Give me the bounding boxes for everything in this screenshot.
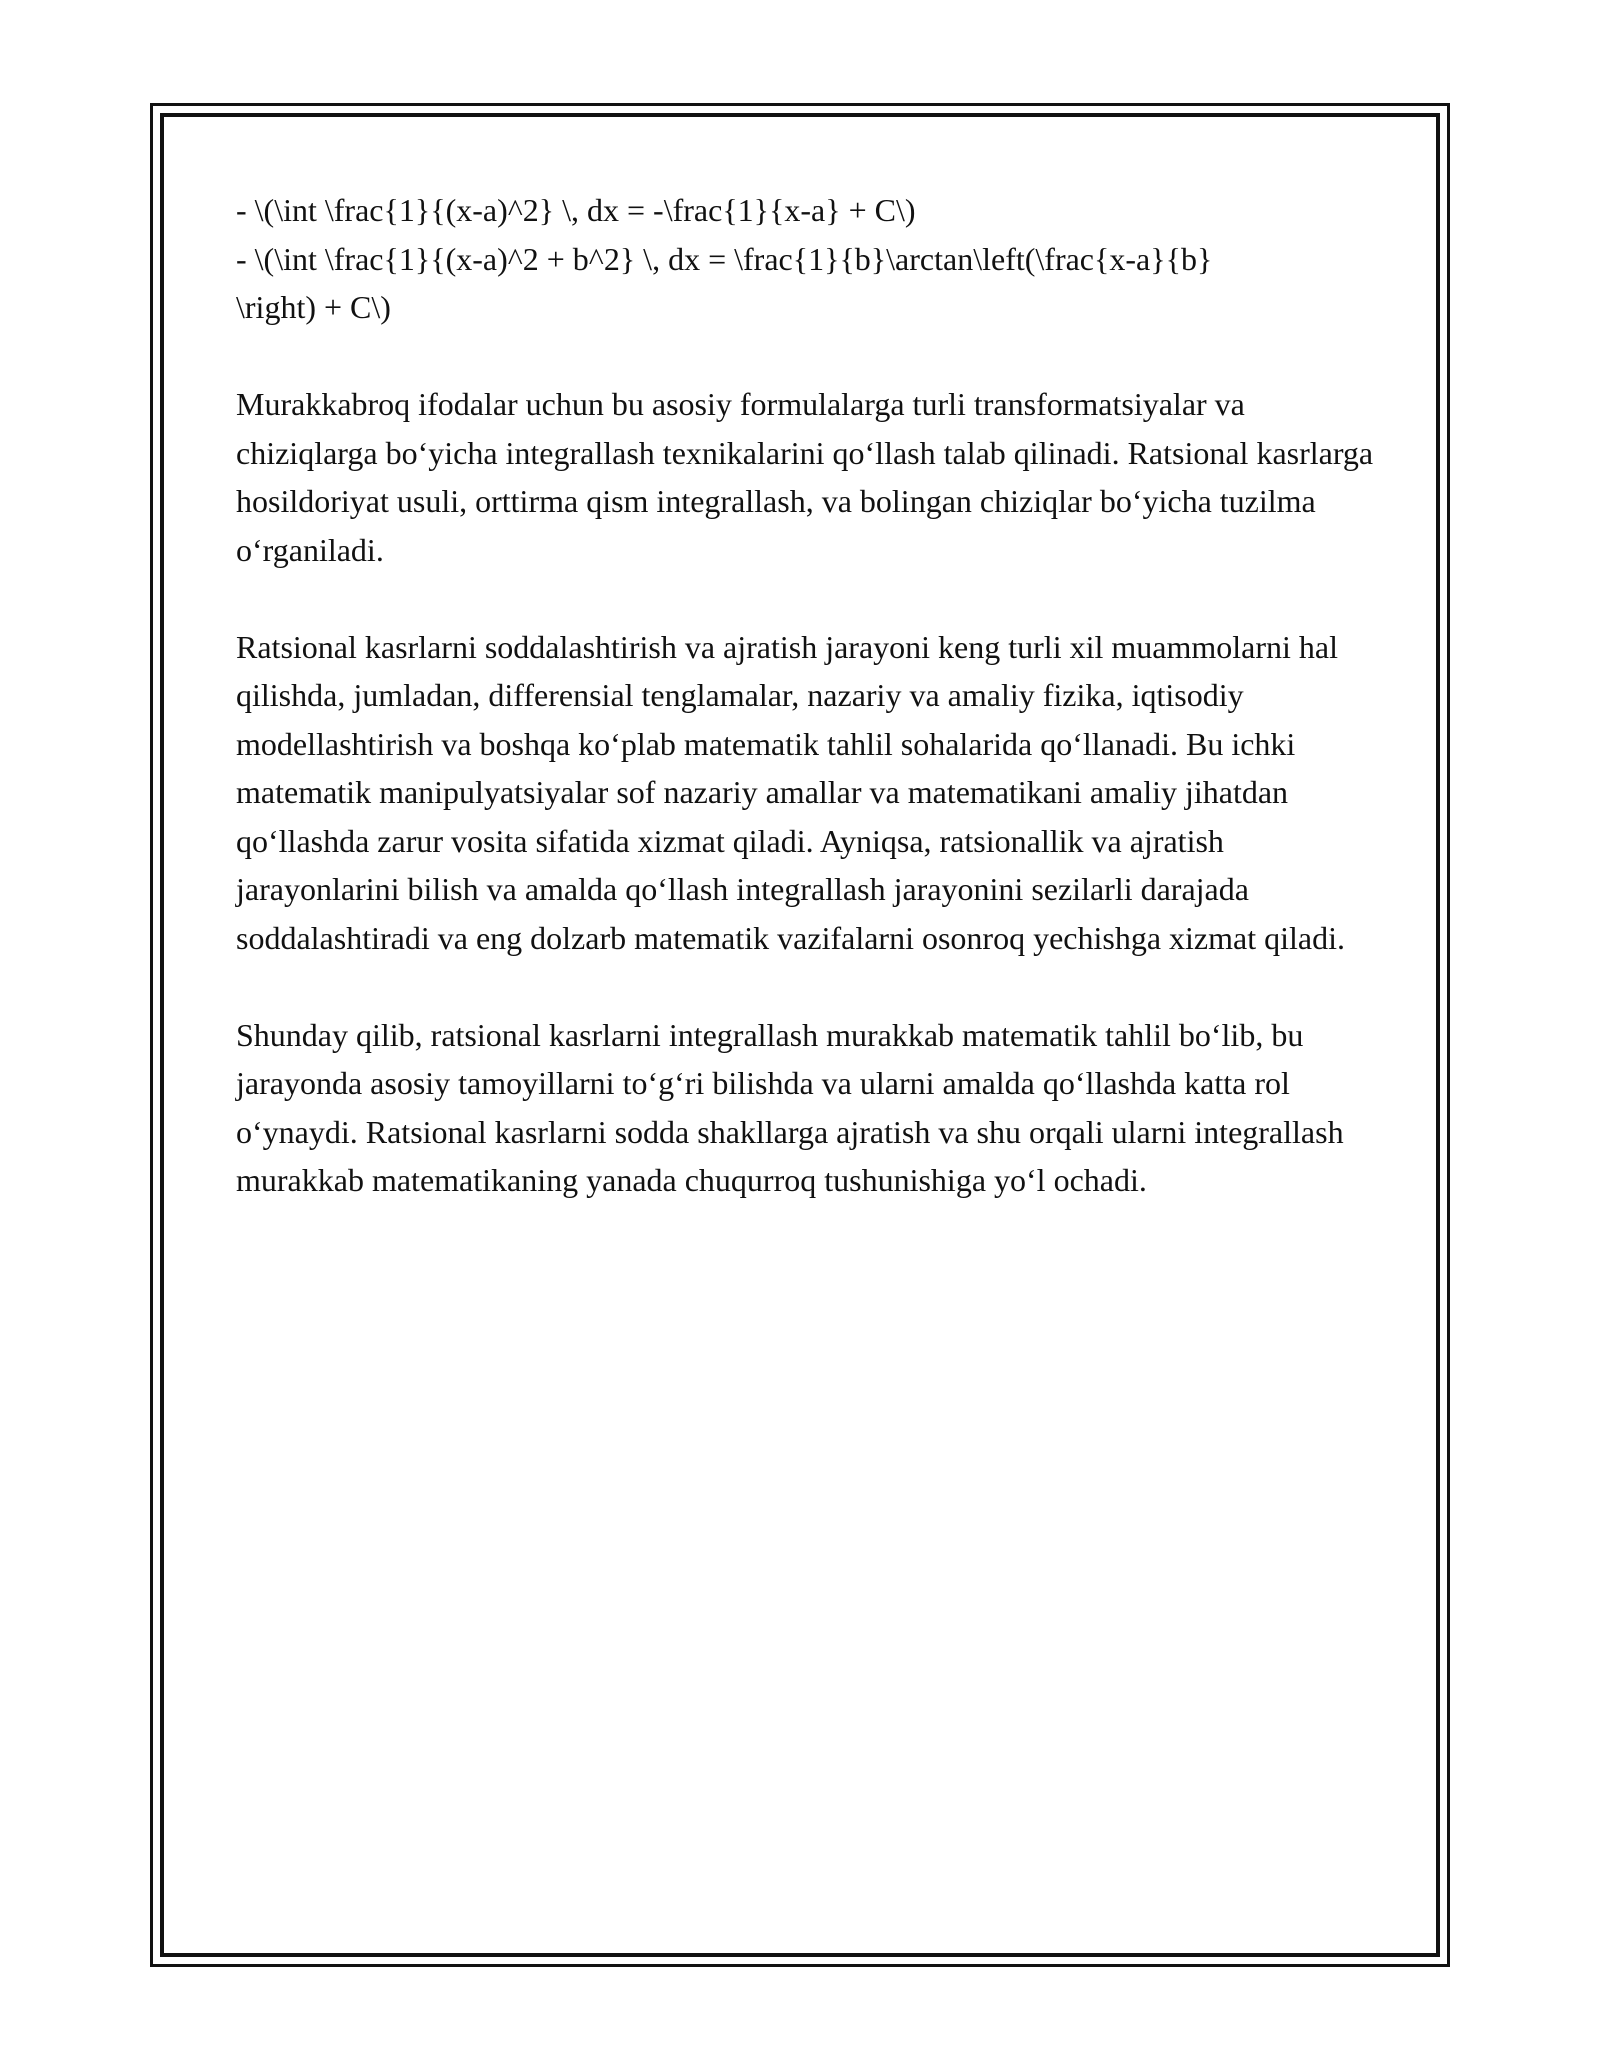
paragraph-applications: Ratsional kasrlarni soddalashtirish va ajratish jarayoni keng turli xil muammolarni hal qilishda, jumladan, differensial tenglamalar, nazariy va amaliy fizika, iqtisodiy modellashtirish va boshqa koʻplab matematik tahlil sohalarida qoʻllanadi. Bu ichki matematik manipulyatsiyalar sof nazariy amallar va matematikani amaliy jihatdan qoʻllashda zarur vosita sifatida xizmat qiladi. Ayniqsa, ratsionallik va ajratish jarayonlarini bilish va amalda qoʻllash integrallash jarayonini sezilarli darajada soddalashtiradi va eng dolzarb matematik vazifalarni osonroq yechishga xizmat qiladi. <box>236 628 1345 956</box>
paragraph-conclusion: Shunday qilib, ratsional kasrlarni integrallash murakkab matematik tahlil boʻlib, bu jarayonda asosiy tamoyillarni toʻgʻri bilishda va ularni amalda qoʻllashda katta rol oʻynaydi. Ratsional kasrlarni sodda shakllarga ajratish va shu orqali ularni integrallash murakkab matematikaning yanada chuqurroq tushunishiga yoʻl ochadi. <box>236 1016 1344 1198</box>
formula-integral-2: - \(\int \frac{1}{(x-a)^2 + b^2} \, dx = \frac{1}{b}\arctan\left(\frac{x-a}{b} \right) + C\) <box>236 240 1213 325</box>
paragraph-advanced-techniques: Murakkabroq ifodalar uchun bu asosiy formulalarga turli transformatsiyalar va chiziqlarga boʻyicha integrallash texnikalarini qoʻllash talab qilinadi. Ratsional kasrlarga hosildoriyat usuli, orttirma qism integrallash, va bolingan chiziqlar boʻyicha tuzilma oʻrganiladi. <box>236 386 1374 568</box>
formula-integral-1: - \(\int \frac{1}{(x-a)^2} \, dx = -\frac{1}{x-a} + C\) <box>236 192 916 228</box>
document-body <box>236 186 1376 1205</box>
